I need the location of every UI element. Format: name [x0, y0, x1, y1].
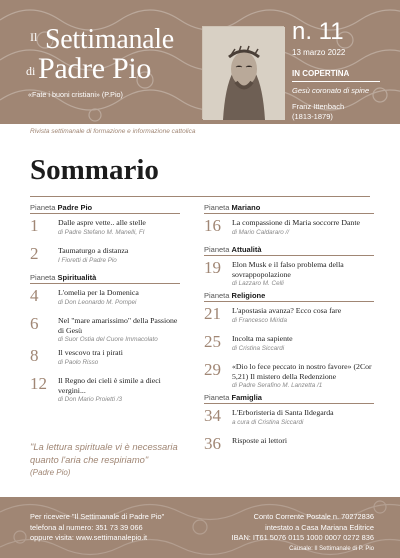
toc-page-number: 6: [30, 314, 39, 333]
section-name: Attualità: [231, 245, 262, 254]
toc-page-number: 2: [30, 244, 39, 263]
cover-artist-years: (1813-1879): [292, 112, 333, 121]
section-prefix: Pianeta: [30, 203, 56, 212]
toc-article-title: Incolta ma sapiente: [232, 334, 293, 343]
toc-right-column: [204, 200, 374, 460]
toc-article-title: L'omelia per la Domenica: [58, 288, 139, 297]
logo-settimanale: Settimanale: [45, 24, 174, 55]
toc-article-author: di Suor Ostia del Cuore Immacolato: [58, 336, 158, 343]
logo-il: Il: [30, 30, 38, 44]
toc-page-number: 4: [30, 286, 39, 305]
toc-section-heading: [30, 203, 180, 214]
toc-section-heading: [204, 203, 374, 214]
quote-text: "La lettura spirituale vi è necessaria quanto l'aria che respiriamo": [30, 441, 178, 465]
toc-article-author: di Padre Stefano M. Manelli, FI: [58, 228, 145, 236]
section-name: Religione: [231, 291, 266, 300]
quote-source: (Padre Pio): [30, 468, 71, 477]
toc-entry[interactable]: [204, 218, 374, 242]
toc-section-heading: [204, 291, 374, 302]
toc-article-title: L'apostasia avanza? Ecco cosa fare: [232, 306, 342, 315]
quote-block: [30, 440, 200, 477]
toc-section-heading: [30, 273, 180, 284]
footer-ccp: Conto Corrente Postale n. 70272836: [253, 512, 374, 521]
issue-date: 13 marzo 2022: [292, 48, 346, 57]
toc-entry[interactable]: [30, 288, 180, 312]
footer-subscribe-info: [30, 512, 164, 544]
section-name: Famiglia: [231, 393, 262, 402]
toc-article-title: Il Regno dei cieli è simile a dieci vergini...: [58, 376, 161, 395]
toc-page-number: 36: [204, 434, 221, 453]
toc-page-number: 25: [204, 332, 221, 351]
page-title: Sommario: [30, 154, 159, 186]
footer-payment-info: [232, 512, 374, 554]
issue-info: [292, 20, 400, 122]
toc-left-column: [30, 200, 180, 404]
section-name: Spiritualità: [57, 273, 97, 282]
section-prefix: Pianeta: [30, 273, 56, 282]
toc-page-number: 21: [204, 304, 221, 323]
toc-article-author: I Fioretti di Padre Pio: [58, 256, 117, 264]
toc-entry[interactable]: [30, 316, 180, 344]
toc-article-author: a cura di Cristina Siccardi: [232, 418, 304, 426]
toc-page-number: 8: [30, 346, 39, 365]
cover-artist-name: Franz Ittenbach: [292, 102, 345, 111]
cover-portrait: [202, 26, 284, 119]
toc-entry[interactable]: [30, 376, 180, 404]
cover-divider: [292, 81, 380, 82]
section-prefix: Pianeta: [204, 393, 230, 402]
toc-article-title: La compassione di Maria soccorre Dante: [232, 218, 360, 227]
toc-entry[interactable]: [30, 348, 180, 372]
masthead: [0, 0, 400, 124]
footer-website-link[interactable]: oppure visita: www.settimanalepio.it: [30, 533, 148, 542]
toc-article-title: Nel "mare amarissimo" della Passione di Gesù: [58, 316, 178, 335]
footer-causale: Causale: Il Settimanale di P. Pio: [289, 545, 374, 552]
section-name: Padre Pio: [57, 203, 93, 212]
toc-page-number: 1: [30, 216, 39, 235]
toc-page-number: 29: [204, 360, 221, 379]
footer-iban: IBAN: IT61 5076 0115 1000 0007 0272 836: [231, 533, 374, 542]
toc-page-number: 19: [204, 258, 221, 277]
toc-entry[interactable]: [204, 334, 374, 358]
footer-phone: telefona al numero: 351 73 39 066: [30, 522, 143, 532]
toc-article-title: Elon Musk e il falso problema della sovrappopolazione: [232, 260, 344, 279]
toc-article-title: Dalle aspre vette.. alle stelle: [58, 218, 146, 227]
cover-subject: Gesù coronato di spine: [292, 86, 370, 95]
toc-article-title: «Dio lo fece peccato in nostro favore» (2Cor 5,21) Il mistero della Redenzione: [232, 362, 372, 381]
issue-number: n. 11: [292, 18, 344, 45]
section-name: Mariano: [231, 203, 261, 212]
toc-article-author: di Padre Serafino M. Lanzetta /1: [232, 382, 323, 389]
toc-article-author: di Mario Caldararo //: [232, 228, 290, 236]
footer-left-line: Per ricevere "Il Settimanale di Padre Pio": [30, 512, 165, 521]
toc-page-number: 34: [204, 406, 221, 425]
section-prefix: Pianeta: [204, 245, 230, 254]
toc-article-title: Il vescovo tra i pirati: [58, 348, 123, 357]
toc-article-author: di Don Mario Proietti /3: [58, 396, 123, 403]
toc-article-author: di Francesco Mirida: [232, 316, 287, 324]
tagline: Rivista settimanale di formazione e informazione cattolica: [30, 128, 196, 135]
toc-section-heading: [204, 393, 374, 404]
logo-motto: «Fate i buoni cristiani» (P.Pio): [28, 90, 123, 99]
toc-entry[interactable]: [30, 218, 180, 242]
toc-article-author: di Cristina Siccardi: [232, 344, 285, 352]
toc-entry[interactable]: [30, 246, 180, 270]
toc-article-title: L'Erboristeria di Santa Ildegarda: [232, 408, 334, 417]
toc-entry[interactable]: [204, 362, 374, 390]
toc-article-author: di Lazzaro M. Celli: [232, 280, 284, 287]
toc-page-number: 12: [30, 374, 47, 393]
toc-article-title: Risposte ai lettori: [232, 436, 288, 445]
footer-intestato: intestato a Casa Mariana Editrice: [265, 522, 374, 532]
toc-article-author: di Don Leonardo M. Pompei: [58, 298, 137, 306]
toc-entry[interactable]: [204, 306, 374, 330]
toc-article-author: di Paolo Risso: [58, 358, 99, 366]
cover-label: IN COPERTINA: [292, 69, 350, 78]
cover-artist: [292, 102, 400, 122]
footer: [0, 497, 400, 558]
christ-portrait-image: [203, 27, 285, 120]
toc-page-number: 16: [204, 216, 221, 235]
toc-section-heading: [204, 245, 374, 256]
logo-padre-pio: Padre Pio: [38, 52, 152, 85]
title-divider: [30, 196, 370, 197]
section-prefix: Pianeta: [204, 203, 230, 212]
logo-di: di: [26, 64, 36, 78]
toc-entry[interactable]: [204, 260, 374, 288]
toc-entry[interactable]: [204, 436, 374, 460]
toc-entry[interactable]: [204, 408, 374, 432]
section-prefix: Pianeta: [204, 291, 230, 300]
toc-article-title: Taumaturgo a distanza: [58, 246, 129, 255]
